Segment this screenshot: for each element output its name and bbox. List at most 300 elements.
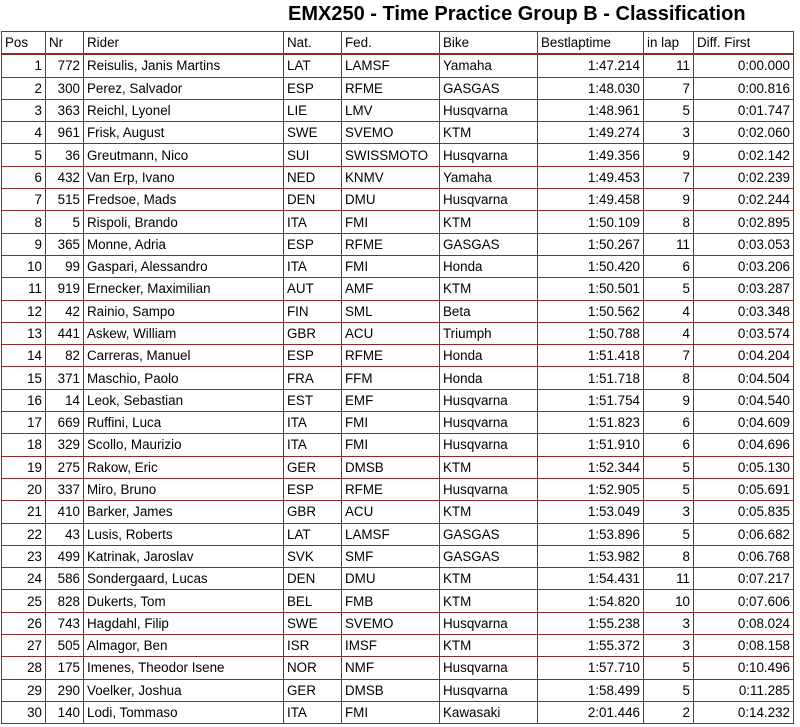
cell-pos: 21 <box>2 501 46 523</box>
cell-rider: Ernecker, Maximilian <box>84 278 284 300</box>
cell-fed: SML <box>342 300 440 322</box>
cell-bike: GASGAS <box>440 523 538 545</box>
cell-bike: KTM <box>440 211 538 233</box>
cell-in-lap: 3 <box>644 635 694 657</box>
cell-bestlaptime: 1:50.562 <box>538 300 644 322</box>
cell-fed: DMU <box>342 568 440 590</box>
cell-nr: 961 <box>46 122 84 144</box>
cell-diff-first: 0:03.348 <box>694 300 794 322</box>
cell-diff-first: 0:01.747 <box>694 99 794 121</box>
cell-bestlaptime: 1:49.356 <box>538 144 644 166</box>
cell-bestlaptime: 2:01.446 <box>538 701 644 723</box>
cell-bestlaptime: 1:53.982 <box>538 545 644 567</box>
cell-pos: 18 <box>2 434 46 456</box>
cell-nat: LAT <box>284 54 342 77</box>
cell-bestlaptime: 1:48.030 <box>538 77 644 99</box>
cell-rider: Reisulis, Janis Martins <box>84 54 284 77</box>
cell-pos: 24 <box>2 568 46 590</box>
cell-bestlaptime: 1:51.910 <box>538 434 644 456</box>
table-row <box>2 456 794 478</box>
cell-nr: 772 <box>46 54 84 77</box>
table-row <box>2 166 794 188</box>
cell-bestlaptime: 1:58.499 <box>538 679 644 701</box>
cell-bestlaptime: 1:50.788 <box>538 322 644 344</box>
cell-pos: 27 <box>2 635 46 657</box>
cell-in-lap: 9 <box>644 189 694 211</box>
cell-diff-first: 0:05.691 <box>694 478 794 500</box>
cell-fed: SVEMO <box>342 612 440 634</box>
cell-bestlaptime: 1:48.961 <box>538 99 644 121</box>
cell-diff-first: 0:02.060 <box>694 122 794 144</box>
cell-fed: RFME <box>342 345 440 367</box>
cell-diff-first: 0:05.835 <box>694 501 794 523</box>
cell-bike: GASGAS <box>440 77 538 99</box>
cell-in-lap: 3 <box>644 501 694 523</box>
cell-nat: GBR <box>284 501 342 523</box>
cell-nat: SWE <box>284 122 342 144</box>
cell-nat: SUI <box>284 144 342 166</box>
table-row <box>2 77 794 99</box>
cell-in-lap: 10 <box>644 590 694 612</box>
table-row <box>2 523 794 545</box>
cell-bestlaptime: 1:49.274 <box>538 122 644 144</box>
cell-pos: 3 <box>2 99 46 121</box>
cell-bestlaptime: 1:50.420 <box>538 255 644 277</box>
cell-fed: LAMSF <box>342 54 440 77</box>
cell-nat: AUT <box>284 278 342 300</box>
cell-rider: Katrinak, Jaroslav <box>84 545 284 567</box>
cell-rider: Lusis, Roberts <box>84 523 284 545</box>
cell-fed: DMSB <box>342 679 440 701</box>
cell-diff-first: 0:04.504 <box>694 367 794 389</box>
cell-bike: Husqvarna <box>440 679 538 701</box>
cell-nr: 82 <box>46 345 84 367</box>
cell-rider: Leok, Sebastian <box>84 389 284 411</box>
cell-nr: 499 <box>46 545 84 567</box>
cell-nr: 300 <box>46 77 84 99</box>
table-row <box>2 122 794 144</box>
table-header-row <box>2 32 794 55</box>
cell-diff-first: 0:02.244 <box>694 189 794 211</box>
cell-fed: ACU <box>342 322 440 344</box>
cell-fed: RFME <box>342 77 440 99</box>
cell-nr: 441 <box>46 322 84 344</box>
cell-nr: 515 <box>46 189 84 211</box>
cell-bestlaptime: 1:51.823 <box>538 412 644 434</box>
cell-fed: EMF <box>342 389 440 411</box>
cell-rider: Miro, Bruno <box>84 478 284 500</box>
cell-fed: FMI <box>342 412 440 434</box>
cell-in-lap: 7 <box>644 166 694 188</box>
table-row <box>2 412 794 434</box>
classification-title: EMX250 - Time Practice Group B - Classification <box>288 3 746 25</box>
cell-nat: LIE <box>284 99 342 121</box>
cell-bestlaptime: 1:52.344 <box>538 456 644 478</box>
header-bike: Bike <box>440 32 538 55</box>
cell-pos: 12 <box>2 300 46 322</box>
table-row <box>2 345 794 367</box>
table-row <box>2 545 794 567</box>
cell-rider: Fredsoe, Mads <box>84 189 284 211</box>
cell-in-lap: 6 <box>644 434 694 456</box>
table-row <box>2 478 794 500</box>
header-in-lap: in lap <box>644 32 694 55</box>
cell-diff-first: 0:02.239 <box>694 166 794 188</box>
cell-in-lap: 4 <box>644 300 694 322</box>
cell-pos: 2 <box>2 77 46 99</box>
header-fed: Fed. <box>342 32 440 55</box>
cell-nat: GER <box>284 456 342 478</box>
cell-bike: KTM <box>440 122 538 144</box>
cell-diff-first: 0:04.609 <box>694 412 794 434</box>
cell-bike: Husqvarna <box>440 189 538 211</box>
cell-nat: NOR <box>284 657 342 679</box>
cell-rider: Rispoli, Brando <box>84 211 284 233</box>
cell-diff-first: 0:03.287 <box>694 278 794 300</box>
header-nat: Nat. <box>284 32 342 55</box>
table-row <box>2 189 794 211</box>
cell-in-lap: 3 <box>644 612 694 634</box>
cell-nat: SVK <box>284 545 342 567</box>
cell-bike: GASGAS <box>440 545 538 567</box>
cell-fed: RFME <box>342 478 440 500</box>
cell-nr: 36 <box>46 144 84 166</box>
cell-bike: Husqvarna <box>440 434 538 456</box>
cell-pos: 9 <box>2 233 46 255</box>
cell-fed: FMI <box>342 701 440 723</box>
cell-pos: 25 <box>2 590 46 612</box>
cell-nr: 275 <box>46 456 84 478</box>
cell-bestlaptime: 1:57.710 <box>538 657 644 679</box>
header-nr: Nr <box>46 32 84 55</box>
cell-pos: 23 <box>2 545 46 567</box>
cell-in-lap: 8 <box>644 211 694 233</box>
cell-pos: 4 <box>2 122 46 144</box>
cell-bike: Husqvarna <box>440 99 538 121</box>
cell-fed: SMF <box>342 545 440 567</box>
cell-nr: 828 <box>46 590 84 612</box>
cell-diff-first: 0:00.816 <box>694 77 794 99</box>
cell-bike: Husqvarna <box>440 144 538 166</box>
cell-nr: 329 <box>46 434 84 456</box>
cell-bike: Triumph <box>440 322 538 344</box>
table-row <box>2 679 794 701</box>
cell-nr: 505 <box>46 635 84 657</box>
cell-bike: Yamaha <box>440 54 538 77</box>
cell-diff-first: 0:04.540 <box>694 389 794 411</box>
cell-nat: ESP <box>284 478 342 500</box>
table-row <box>2 233 794 255</box>
cell-nr: 363 <box>46 99 84 121</box>
cell-diff-first: 0:04.204 <box>694 345 794 367</box>
cell-pos: 29 <box>2 679 46 701</box>
cell-diff-first: 0:08.158 <box>694 635 794 657</box>
cell-rider: Greutmann, Nico <box>84 144 284 166</box>
cell-bestlaptime: 1:51.754 <box>538 389 644 411</box>
cell-bestlaptime: 1:50.109 <box>538 211 644 233</box>
cell-bike: Honda <box>440 255 538 277</box>
cell-pos: 10 <box>2 255 46 277</box>
cell-in-lap: 3 <box>644 122 694 144</box>
cell-rider: Sondergaard, Lucas <box>84 568 284 590</box>
cell-diff-first: 0:10.496 <box>694 657 794 679</box>
cell-diff-first: 0:06.768 <box>694 545 794 567</box>
cell-nat: EST <box>284 389 342 411</box>
table-row <box>2 211 794 233</box>
cell-bestlaptime: 1:47.214 <box>538 54 644 77</box>
cell-bike: KTM <box>440 568 538 590</box>
cell-fed: FMI <box>342 211 440 233</box>
cell-nat: FIN <box>284 300 342 322</box>
cell-fed: ACU <box>342 501 440 523</box>
cell-in-lap: 11 <box>644 233 694 255</box>
cell-in-lap: 5 <box>644 99 694 121</box>
cell-nat: ITA <box>284 412 342 434</box>
cell-bike: KTM <box>440 278 538 300</box>
cell-pos: 13 <box>2 322 46 344</box>
header-diff-first: Diff. First <box>694 32 794 55</box>
cell-bestlaptime: 1:50.267 <box>538 233 644 255</box>
table-row <box>2 367 794 389</box>
cell-bestlaptime: 1:55.372 <box>538 635 644 657</box>
cell-nr: 42 <box>46 300 84 322</box>
cell-nat: ITA <box>284 434 342 456</box>
cell-pos: 6 <box>2 166 46 188</box>
cell-bike: KTM <box>440 456 538 478</box>
cell-bestlaptime: 1:54.820 <box>538 590 644 612</box>
table-row <box>2 612 794 634</box>
cell-bike: GASGAS <box>440 233 538 255</box>
cell-rider: Almagor, Ben <box>84 635 284 657</box>
table-row <box>2 255 794 277</box>
cell-rider: Carreras, Manuel <box>84 345 284 367</box>
cell-rider: Scollo, Maurizio <box>84 434 284 456</box>
table-row <box>2 590 794 612</box>
table-row <box>2 501 794 523</box>
cell-in-lap: 5 <box>644 278 694 300</box>
cell-pos: 26 <box>2 612 46 634</box>
cell-diff-first: 0:06.682 <box>694 523 794 545</box>
cell-fed: DMSB <box>342 456 440 478</box>
cell-nat: ISR <box>284 635 342 657</box>
cell-pos: 14 <box>2 345 46 367</box>
cell-diff-first: 0:14.232 <box>694 701 794 723</box>
cell-bike: KTM <box>440 590 538 612</box>
cell-fed: FFM <box>342 367 440 389</box>
cell-bestlaptime: 1:51.418 <box>538 345 644 367</box>
cell-nr: 432 <box>46 166 84 188</box>
cell-nr: 410 <box>46 501 84 523</box>
cell-rider: Frisk, August <box>84 122 284 144</box>
cell-nat: DEN <box>284 189 342 211</box>
cell-bestlaptime: 1:53.896 <box>538 523 644 545</box>
cell-pos: 30 <box>2 701 46 723</box>
table-row <box>2 701 794 723</box>
cell-fed: NMF <box>342 657 440 679</box>
cell-nat: NED <box>284 166 342 188</box>
table-row <box>2 278 794 300</box>
cell-fed: FMI <box>342 255 440 277</box>
cell-rider: Dukerts, Tom <box>84 590 284 612</box>
cell-nat: ESP <box>284 233 342 255</box>
cell-pos: 1 <box>2 54 46 77</box>
cell-in-lap: 5 <box>644 657 694 679</box>
cell-fed: AMF <box>342 278 440 300</box>
cell-pos: 28 <box>2 657 46 679</box>
cell-fed: KNMV <box>342 166 440 188</box>
cell-bike: Kawasaki <box>440 701 538 723</box>
cell-in-lap: 9 <box>644 144 694 166</box>
cell-in-lap: 5 <box>644 679 694 701</box>
classification-table <box>1 31 794 724</box>
cell-bike: Husqvarna <box>440 412 538 434</box>
cell-rider: Ruffini, Luca <box>84 412 284 434</box>
cell-nr: 365 <box>46 233 84 255</box>
cell-pos: 19 <box>2 456 46 478</box>
cell-diff-first: 0:08.024 <box>694 612 794 634</box>
cell-nat: BEL <box>284 590 342 612</box>
cell-bestlaptime: 1:49.458 <box>538 189 644 211</box>
cell-fed: FMB <box>342 590 440 612</box>
cell-rider: Askew, William <box>84 322 284 344</box>
cell-diff-first: 0:03.574 <box>694 322 794 344</box>
cell-nat: GER <box>284 679 342 701</box>
table-row <box>2 99 794 121</box>
cell-in-lap: 11 <box>644 54 694 77</box>
header-bestlaptime: Bestlaptime <box>538 32 644 55</box>
cell-bike: Honda <box>440 345 538 367</box>
cell-rider: Perez, Salvador <box>84 77 284 99</box>
cell-bestlaptime: 1:52.905 <box>538 478 644 500</box>
cell-bike: Husqvarna <box>440 657 538 679</box>
cell-rider: Lodi, Tommaso <box>84 701 284 723</box>
cell-nr: 371 <box>46 367 84 389</box>
cell-bestlaptime: 1:54.431 <box>538 568 644 590</box>
cell-diff-first: 0:07.606 <box>694 590 794 612</box>
cell-bike: Yamaha <box>440 166 538 188</box>
cell-pos: 7 <box>2 189 46 211</box>
cell-rider: Rakow, Eric <box>84 456 284 478</box>
cell-bike: Beta <box>440 300 538 322</box>
cell-in-lap: 5 <box>644 478 694 500</box>
cell-pos: 5 <box>2 144 46 166</box>
cell-nat: FRA <box>284 367 342 389</box>
cell-nr: 743 <box>46 612 84 634</box>
cell-fed: LAMSF <box>342 523 440 545</box>
cell-in-lap: 11 <box>644 568 694 590</box>
table-row <box>2 389 794 411</box>
cell-diff-first: 0:03.053 <box>694 233 794 255</box>
cell-in-lap: 4 <box>644 322 694 344</box>
cell-in-lap: 5 <box>644 456 694 478</box>
cell-rider: Barker, James <box>84 501 284 523</box>
cell-fed: RFME <box>342 233 440 255</box>
cell-diff-first: 0:00.000 <box>694 54 794 77</box>
cell-bike: KTM <box>440 635 538 657</box>
cell-pos: 22 <box>2 523 46 545</box>
cell-nr: 43 <box>46 523 84 545</box>
cell-bestlaptime: 1:51.718 <box>538 367 644 389</box>
cell-nat: ITA <box>284 701 342 723</box>
cell-rider: Maschio, Paolo <box>84 367 284 389</box>
cell-diff-first: 0:04.696 <box>694 434 794 456</box>
cell-nr: 14 <box>46 389 84 411</box>
cell-bestlaptime: 1:50.501 <box>538 278 644 300</box>
cell-rider: Monne, Adria <box>84 233 284 255</box>
cell-in-lap: 6 <box>644 412 694 434</box>
cell-in-lap: 2 <box>644 701 694 723</box>
cell-pos: 11 <box>2 278 46 300</box>
cell-diff-first: 0:07.217 <box>694 568 794 590</box>
table-row <box>2 568 794 590</box>
cell-nat: SWE <box>284 612 342 634</box>
cell-rider: Gaspari, Alessandro <box>84 255 284 277</box>
table-row <box>2 144 794 166</box>
cell-nr: 337 <box>46 478 84 500</box>
cell-rider: Imenes, Theodor Isene <box>84 657 284 679</box>
header-pos: Pos <box>2 32 46 55</box>
cell-diff-first: 0:03.206 <box>694 255 794 277</box>
cell-nat: LAT <box>284 523 342 545</box>
cell-pos: 8 <box>2 211 46 233</box>
cell-pos: 15 <box>2 367 46 389</box>
cell-nat: ESP <box>284 345 342 367</box>
cell-nr: 5 <box>46 211 84 233</box>
cell-bike: Husqvarna <box>440 612 538 634</box>
cell-bike: KTM <box>440 501 538 523</box>
cell-in-lap: 9 <box>644 389 694 411</box>
cell-diff-first: 0:05.130 <box>694 456 794 478</box>
table-row <box>2 322 794 344</box>
header-rider: Rider <box>84 32 284 55</box>
cell-pos: 16 <box>2 389 46 411</box>
cell-in-lap: 8 <box>644 367 694 389</box>
cell-in-lap: 7 <box>644 77 694 99</box>
table-row <box>2 434 794 456</box>
table-row <box>2 635 794 657</box>
cell-nat: DEN <box>284 568 342 590</box>
cell-rider: Hagdahl, Filip <box>84 612 284 634</box>
cell-nr: 99 <box>46 255 84 277</box>
cell-nr: 586 <box>46 568 84 590</box>
cell-in-lap: 6 <box>644 255 694 277</box>
cell-fed: DMU <box>342 189 440 211</box>
cell-rider: Voelker, Joshua <box>84 679 284 701</box>
cell-diff-first: 0:02.142 <box>694 144 794 166</box>
cell-in-lap: 5 <box>644 523 694 545</box>
cell-bestlaptime: 1:49.453 <box>538 166 644 188</box>
cell-rider: Van Erp, Ivano <box>84 166 284 188</box>
cell-nat: ITA <box>284 255 342 277</box>
cell-nr: 175 <box>46 657 84 679</box>
cell-nr: 669 <box>46 412 84 434</box>
cell-fed: LMV <box>342 99 440 121</box>
cell-nr: 290 <box>46 679 84 701</box>
table-body <box>2 54 794 723</box>
cell-bestlaptime: 1:53.049 <box>538 501 644 523</box>
cell-in-lap: 8 <box>644 545 694 567</box>
cell-fed: SWISSMOTO <box>342 144 440 166</box>
cell-nat: ITA <box>284 211 342 233</box>
cell-pos: 17 <box>2 412 46 434</box>
cell-nr: 919 <box>46 278 84 300</box>
cell-bike: Honda <box>440 367 538 389</box>
cell-fed: SVEMO <box>342 122 440 144</box>
cell-rider: Rainio, Sampo <box>84 300 284 322</box>
cell-in-lap: 7 <box>644 345 694 367</box>
cell-nat: ESP <box>284 77 342 99</box>
cell-nr: 140 <box>46 701 84 723</box>
